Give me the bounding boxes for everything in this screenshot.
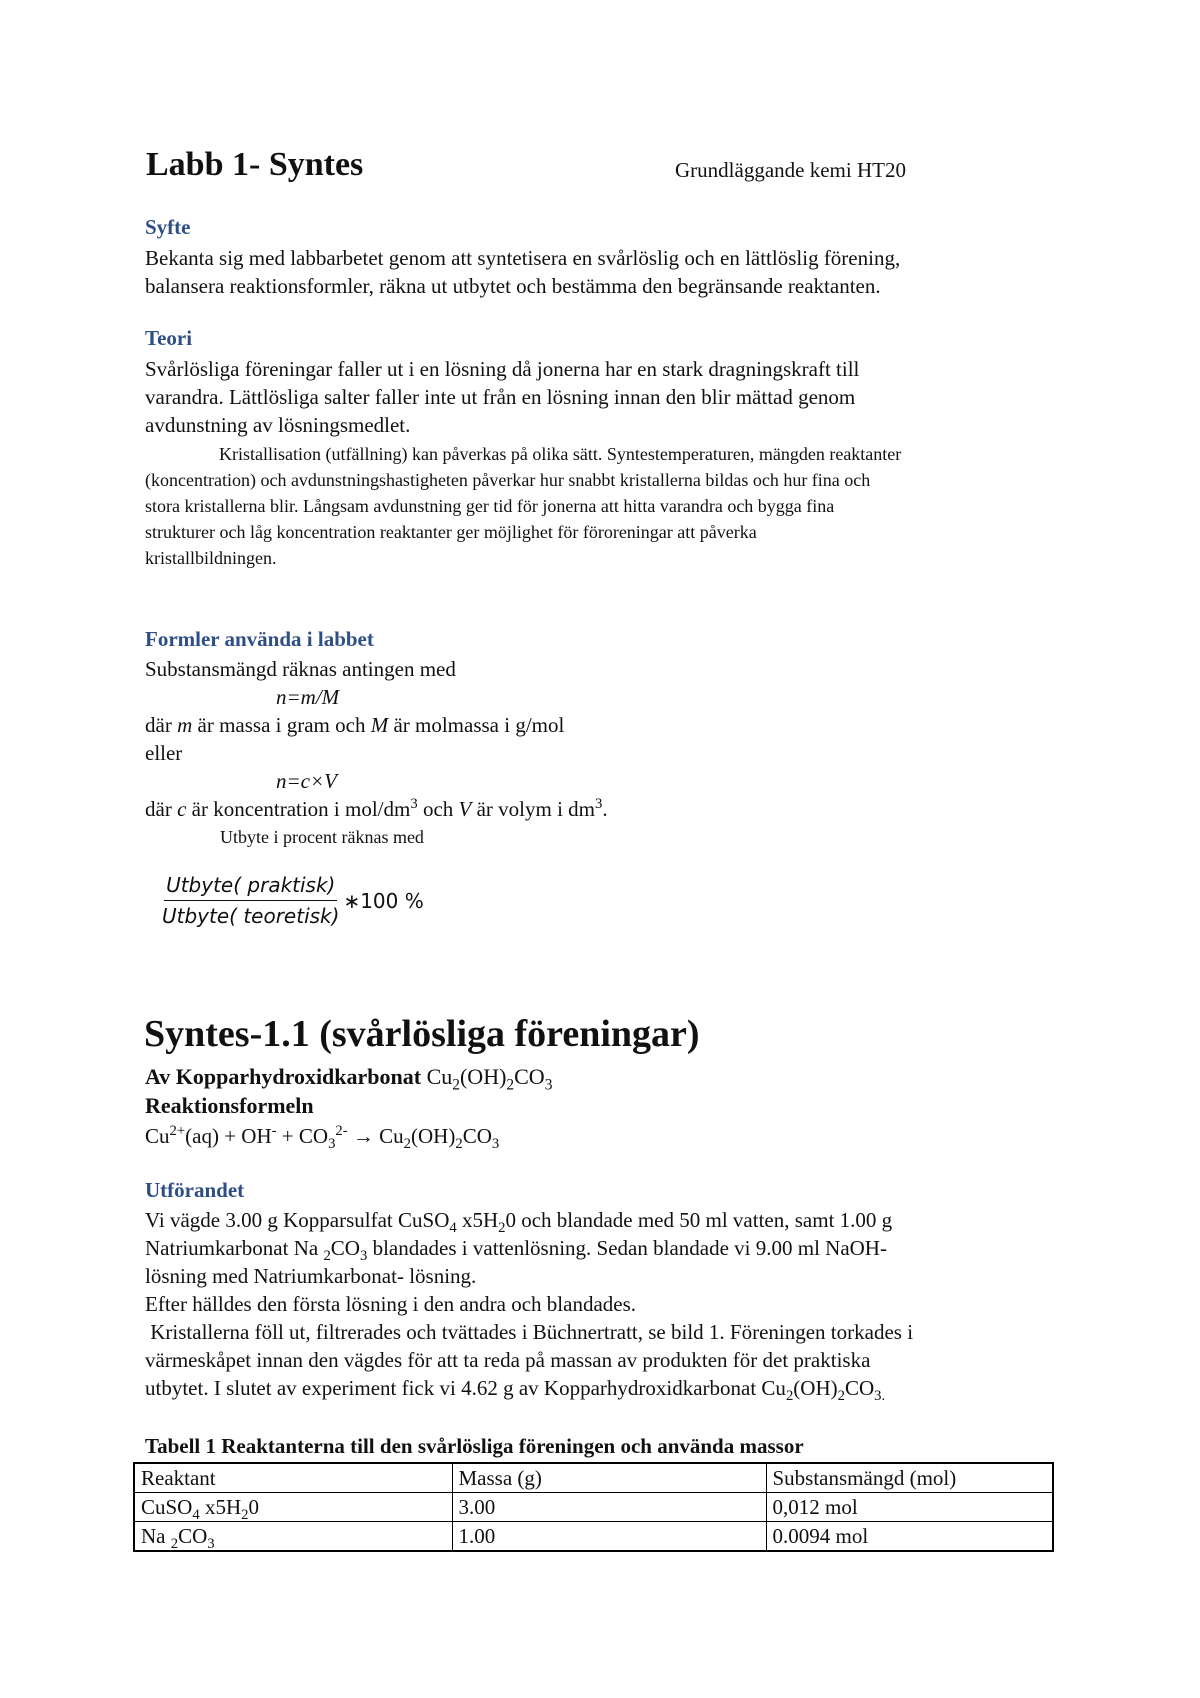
teori-line-3: avdunstning av lösningsmedlet. <box>145 413 411 437</box>
table-header-cell: Massa (g) <box>452 1463 766 1493</box>
formula-n-m-M: n=m/M <box>276 685 340 709</box>
table-cell-mol: 0,012 mol <box>766 1493 1053 1522</box>
table-row <box>134 1522 1053 1552</box>
teori-line-2: varandra. Lättlösliga salter faller inte ut från en lösning innan den blir mättad genom <box>145 385 856 409</box>
table-caption: Tabell 1 Reaktanterna till den svårlösliga föreningen och använda massor <box>145 1434 804 1458</box>
utforandet-line-7: utbytet. I slutet av experiment fick vi 4.62 g av Kopparhydroxidkarbonat $Cu_2(OH)_2CO_{3.}$ <box>145 1376 886 1405</box>
syfte-line-1: Bekanta sig med labbarbetet genom att syntetisera en svårlöslig och en lättlöslig förening, <box>145 246 901 270</box>
teori-small-line-2: (koncentration) och avdunstningshastigheten påverkar hur snabbt kristallerna bildas och hur fina och <box>145 470 871 490</box>
course-name: Grundläggande kemi HT20 <box>675 158 906 182</box>
table-header-cell: Substansmängd (mol) <box>766 1463 1053 1493</box>
heading-teori: Teori <box>145 326 193 350</box>
utforandet-line-4: Efter hälldes den första lösning i den andra och blandades. <box>145 1292 637 1316</box>
table-header-row <box>134 1463 1053 1493</box>
reaction-formula: $Cu^{2+}(aq) + OH^- + CO_3^{2-} \to Cu_2(OH)_2CO_3$ <box>145 1123 500 1153</box>
reaction-heading: Reaktionsformeln <box>145 1093 314 1118</box>
teori-text <box>145 355 859 439</box>
table-cell-reactant: Na $_2CO_3$ <box>134 1522 452 1552</box>
table-header-cell: Reaktant <box>134 1463 452 1493</box>
syfte-text <box>145 244 900 300</box>
formula-2-explanation: där c är koncentration i mol/$dm^3$ och V är volym i $dm^3$. <box>145 796 608 821</box>
utforandet-line-5: Kristallerna föll ut, filtrerades och tvättades i Büchnertratt, se bild 1. Föreningen torkades i <box>145 1320 914 1344</box>
teori-small-line-5: kristallbildningen. <box>145 548 277 568</box>
teori-small-line-4: strukturer och låg koncentration reaktanter ger möjlighet för föroreningar att påverka <box>145 522 757 542</box>
utforandet-line-6: värmeskåpet innan den vägdes för att ta reda på massan av produkten för det praktiska <box>145 1348 871 1372</box>
yield-formula <box>160 873 424 928</box>
utforandet-line-3: lösning med Natriumkarbonat- lösning. <box>145 1264 477 1288</box>
substance-heading: Av Kopparhydroxidkarbonat $Cu_2(OH)_2CO_3$ <box>145 1064 553 1094</box>
formula-n-c-V: n=c×V <box>276 769 337 793</box>
teori-small-line-1: Kristallisation (utfällning) kan påverkas på olika sätt. Syntestemperaturen, mängden reaktanter <box>219 444 902 464</box>
formler-intro: Substansmängd räknas antingen med <box>145 657 456 681</box>
heading-syfte: Syfte <box>145 215 191 239</box>
teori-line-1: Svårlösliga föreningar faller ut i en lösning då jonerna har en stark dragningskraft till <box>145 357 860 381</box>
syfte-line-2: balansera reaktionsformler, räkna ut utbytet och bestämma den begränsande reaktanten. <box>145 274 881 298</box>
table-cell-mol: 0.0094 mol <box>766 1522 1053 1552</box>
utforandet-text <box>145 1206 914 1405</box>
table-row <box>134 1493 1053 1522</box>
table-cell-mass: 1.00 <box>452 1522 766 1552</box>
section-heading-syntes: Syntes-1.1 (svårlösliga föreningar) <box>144 1013 700 1055</box>
document-title: Labb 1- Syntes <box>146 146 364 183</box>
reactant-table <box>133 1462 1054 1552</box>
yield-numerator: Utbyte( praktisk) <box>164 873 337 901</box>
table-cell-mass: 3.00 <box>452 1493 766 1522</box>
yield-multiplier: ∗100 % <box>343 888 424 913</box>
yield-denominator: Utbyte( teoretisk) <box>162 904 340 928</box>
yield-intro: Utbyte i procent räknas med <box>220 827 424 847</box>
utforandet-line-1: Vi vägde 3.00 g Kopparsulfat CuSO$_4$ $x5H_20$ och blandade med 50 ml vatten, samt 1.00 g <box>145 1208 893 1237</box>
yield-fraction <box>160 873 341 928</box>
formler-or: eller <box>145 741 183 765</box>
teori-small-line-3: stora kristallerna blir. Långsam avdunstning ger tid för jonerna att hitta varandra och bygga fina <box>145 496 835 516</box>
heading-formler: Formler använda i labbet <box>145 627 374 651</box>
teori-small-text <box>145 441 901 571</box>
table-cell-reactant: CuSO$_4$ $x5H_20$ <box>134 1493 452 1522</box>
utforandet-line-2: Natriumkarbonat Na $_2CO_3$ blandades i vattenlösning. Sedan blandade vi 9.00 ml NaOH- <box>145 1236 887 1265</box>
formula-1-explanation: där m är massa i gram och M är molmassa i g/mol <box>145 713 565 737</box>
heading-utforandet: Utförandet <box>145 1178 245 1202</box>
